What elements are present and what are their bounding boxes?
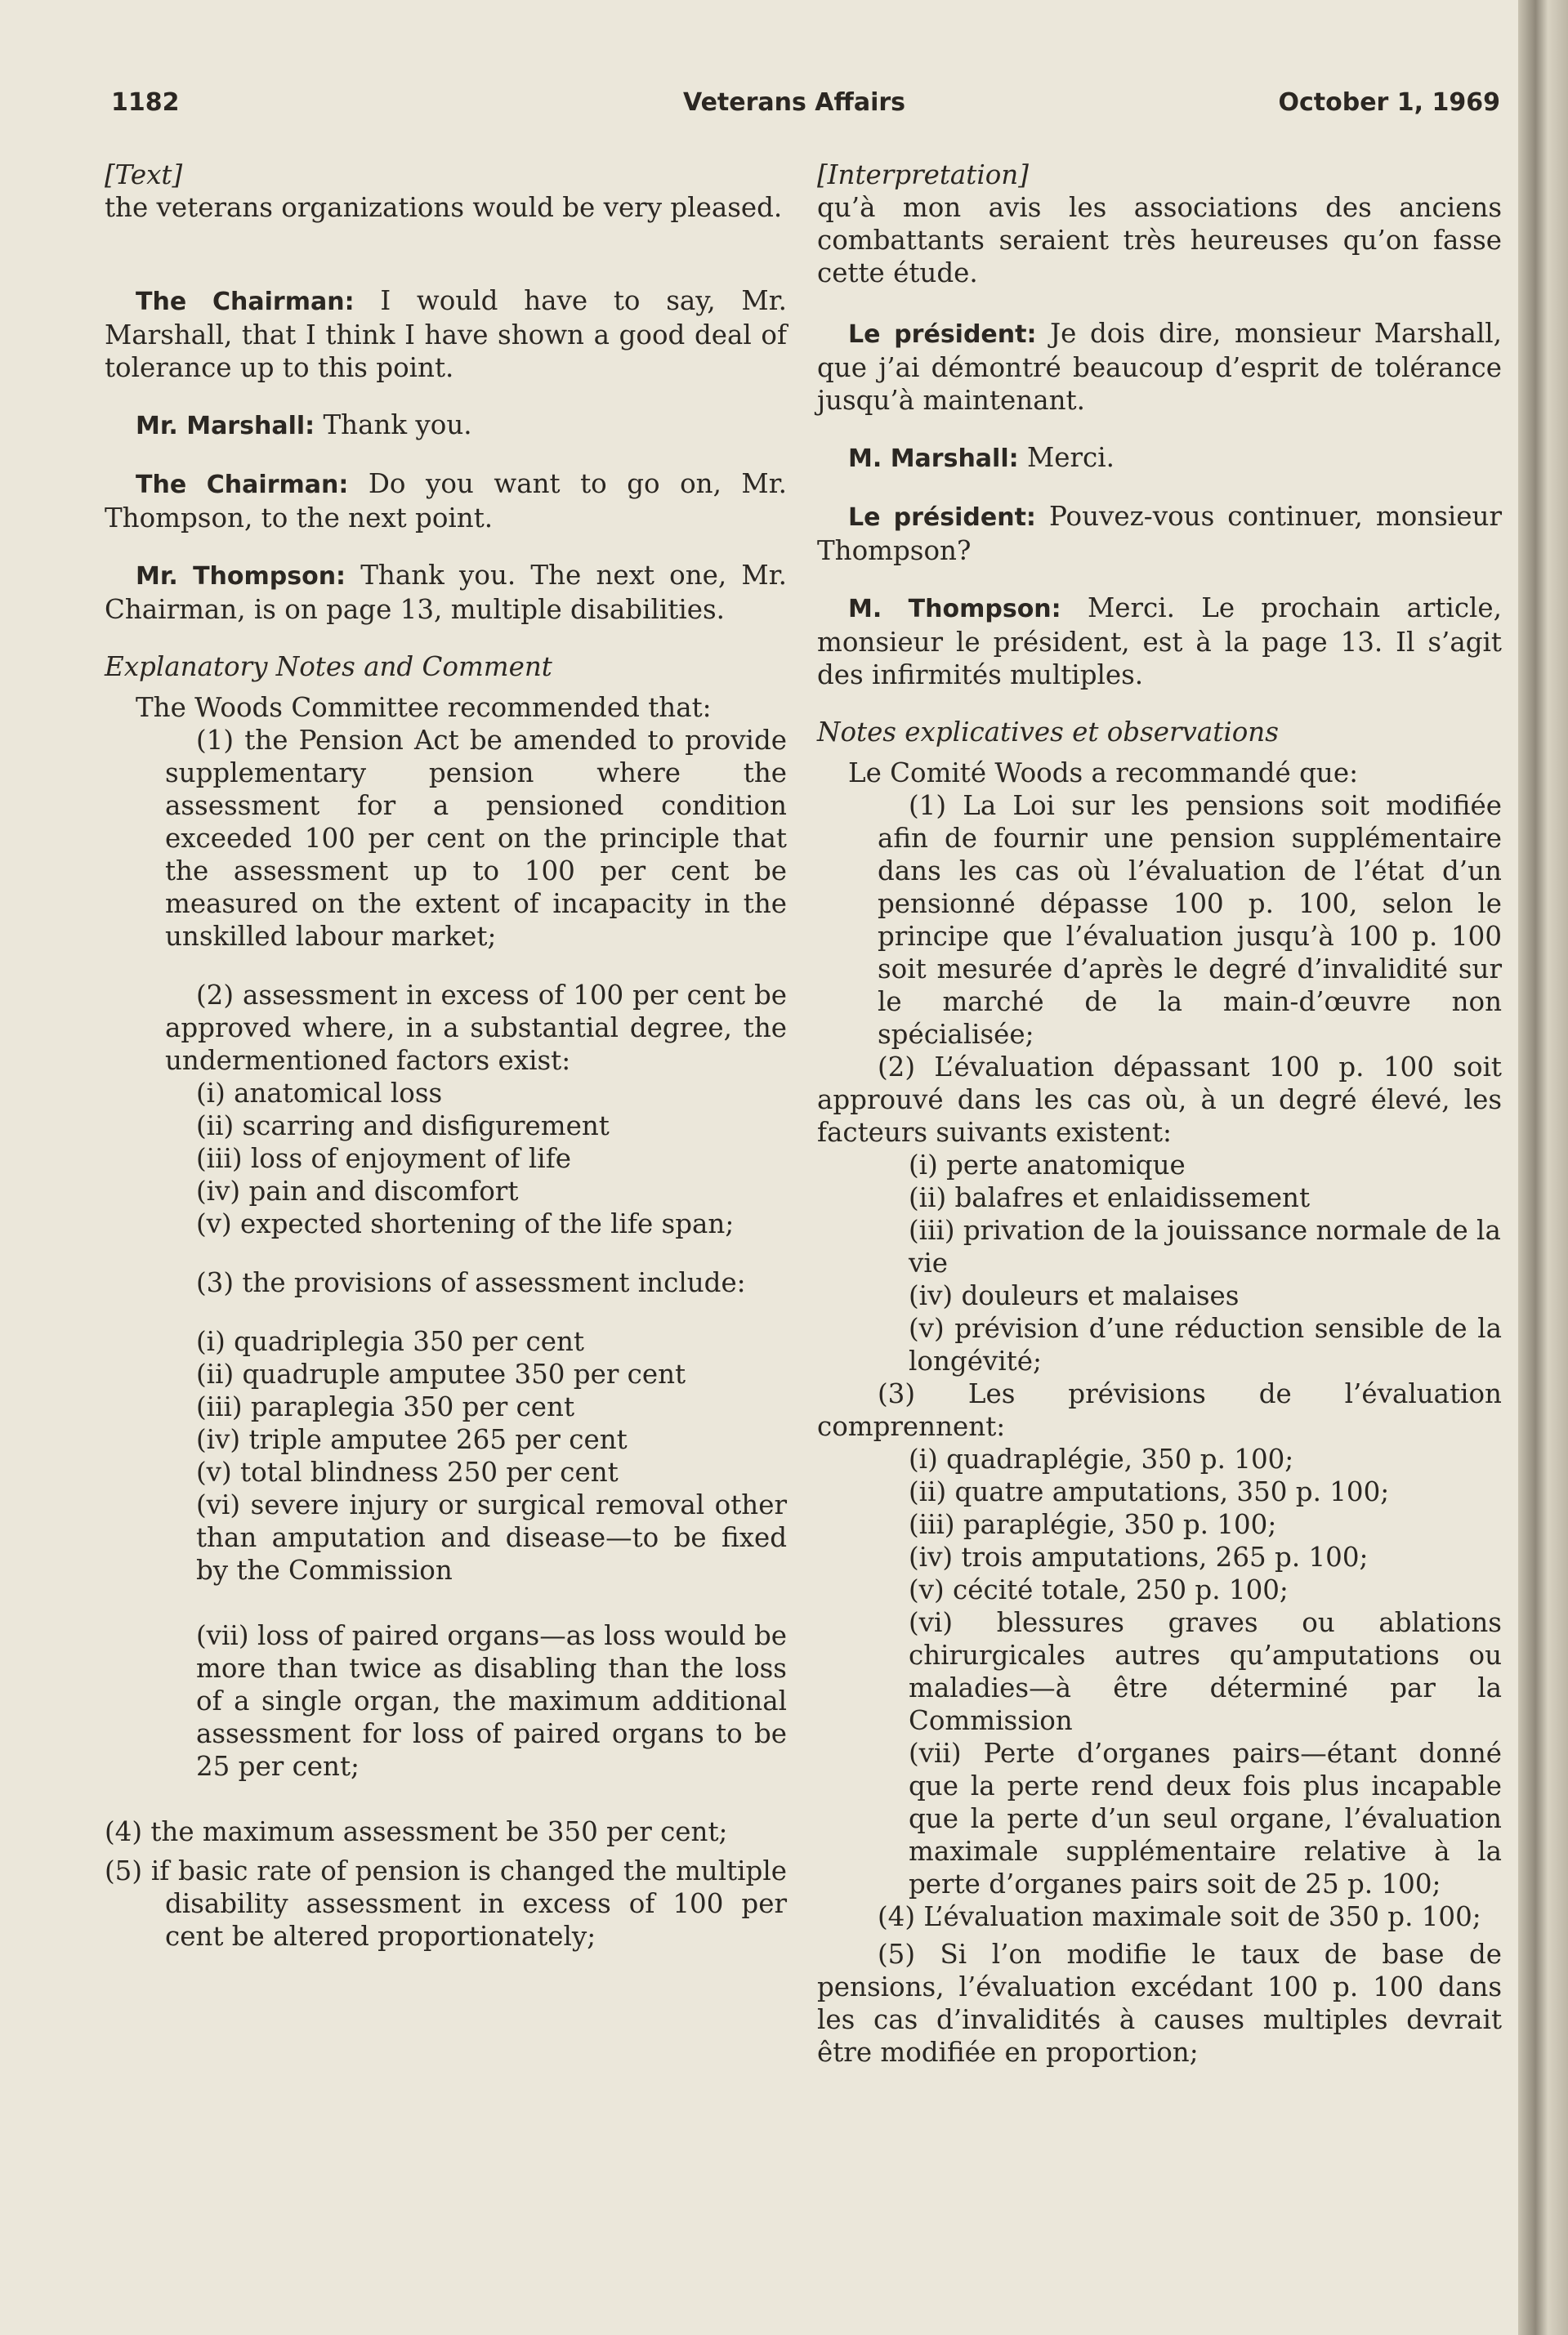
assessment-item: (iv) trois amputations, 265 p. 100; [909, 1542, 1369, 1573]
speech: Je dois dire, monsieur Marshall, que j’ai démontré beaucoup d’esprit de tolérance jusqu’à maintenant. [817, 318, 1502, 416]
speaker: M. Thompson: [848, 595, 1061, 623]
assessment-item: (iii) paraplegia 350 per cent [196, 1391, 574, 1422]
speech: Do you want to go on, Mr. Thompson, to the next point. [105, 468, 788, 534]
recommendation-3: (3) the provisions of assessment include: [196, 1267, 746, 1298]
page-number: 1182 [111, 88, 180, 117]
factor-item: (ii) balafres et enlaidissement [909, 1182, 1311, 1213]
factor-item: (v) prévision d’une réduction sensible de la longévité; [909, 1313, 1502, 1377]
french-column [817, 158, 1502, 2069]
opening-paragraph: qu’à mon avis les associations des anciens combattants seraient très heureuses qu’on fasse cette étude. [817, 192, 1502, 288]
exchange [817, 441, 1502, 475]
header-date: October 1, 1969 [1278, 88, 1500, 117]
exchange [817, 592, 1502, 691]
recommendation-1: (1) La Loi sur les pensions soit modifiée afin de fournir une pension supplémentaire dans les cas où l’évaluation de l’état d’un pensionné dépasse 100 p. 100, selon le principe que l’évaluation jusqu’à 100 p. 100 soit mesurée d’après le degré d’invalidité sur le marché de la main-d’œuvre non spécialisée; [878, 790, 1502, 1050]
recommendation-2: (2) L’évaluation dépassant 100 p. 100 soit approuvé dans les cas où, à un degré élevé, les facteurs suivants existent: [817, 1051, 1502, 1148]
speaker: The Chairman: [136, 471, 349, 499]
factor-item: (iv) douleurs et malaises [909, 1280, 1240, 1311]
recommendation-2: (2) assessment in excess of 100 per cent be approved where, in a substantial degree, the undermentioned factors exist: [165, 980, 787, 1076]
recommendation-4: (4) the maximum assessment be 350 per cent; [105, 1816, 728, 1847]
speaker: The Chairman: [136, 288, 355, 316]
exchange [105, 284, 787, 384]
factor-item: (i) perte anatomique [909, 1150, 1186, 1181]
book-binding-edge [1518, 0, 1568, 2335]
exchange [105, 409, 787, 443]
speech: Merci. Le prochain article, monsieur le président, est à la page 13. Il s’agit des infirmités multiples. [817, 592, 1502, 690]
notes-intro: Le Comité Woods a recommandé que: [848, 757, 1359, 788]
assessment-item: (v) cécité totale, 250 p. 100; [909, 1574, 1289, 1605]
factor-item: (iv) pain and discomfort [196, 1176, 519, 1207]
assessment-item: (ii) quatre amputations, 350 p. 100; [909, 1476, 1390, 1507]
speaker: Mr. Thompson: [136, 562, 346, 591]
english-column [105, 158, 787, 1953]
speech: Merci. [1018, 442, 1115, 473]
recommendation-3: (3) Les prévisions de l’évaluation comprennent: [817, 1378, 1502, 1442]
recommendation-5: (5) if basic rate of pension is changed the multiple disability assessment in excess of 100 per cent be altered proportionately; [105, 1855, 787, 1952]
exchange [105, 467, 787, 534]
speech: Thank you. The next one, Mr. Chairman, is on page 13, multiple disabilities. [105, 560, 787, 625]
recommendation-4: (4) L’évaluation maximale soit de 350 p. 100; [878, 1901, 1481, 1932]
assessment-item: (vi) severe injury or surgical removal other than amputation and disease—to be fixed by the Commission [196, 1489, 787, 1586]
factor-item: (iii) privation de la jouissance normale de la vie [909, 1215, 1501, 1279]
factor-item: (iii) loss of enjoyment of life [196, 1143, 571, 1174]
speech: I would have to say, Mr. Marshall, that I think I have shown a good deal of tolerance up to this point. [105, 285, 787, 383]
recommendation-5: (5) Si l’on modifie le taux de base de pensions, l’évaluation excédant 100 p. 100 dans les cas d’invalidités à causes multiples devrait être modifiée en proportion; [817, 1939, 1502, 2068]
speaker: Le président: [848, 503, 1036, 532]
speaker: Mr. Marshall: [136, 412, 315, 440]
notes-heading: Notes explicatives et observations [817, 717, 1279, 748]
factor-item: (ii) scarring and disfigurement [196, 1110, 610, 1141]
exchange [817, 317, 1502, 417]
page-header [111, 88, 1500, 124]
exchange [817, 500, 1502, 567]
assessment-item: (i) quadraplégie, 350 p. 100; [909, 1444, 1294, 1475]
assessment-item: (vi) blessures graves ou ablations chirurgicales autres qu’amputations ou maladies—à être déterminé par la Commission [909, 1607, 1502, 1736]
assessment-item: (vii) loss of paired organs—as loss would be more than twice as disabling than the loss of a single organ, the maximum additional assessment for loss of paired organs to be 25 per cent; [196, 1620, 787, 1782]
factor-item: (v) expected shortening of the life span; [196, 1208, 735, 1239]
assessment-item: (v) total blindness 250 per cent [196, 1457, 619, 1488]
interpretation-label: [Interpretation] [817, 159, 1029, 190]
exchange [105, 559, 787, 626]
speaker: M. Marshall: [848, 444, 1019, 473]
speech: Pouvez-vous continuer, monsieur Thompson? [817, 501, 1502, 566]
assessment-item: (iv) triple amputee 265 per cent [196, 1424, 628, 1455]
assessment-item: (vii) Perte d’organes pairs—étant donné que la perte rend deux fois plus incapable que la perte d’un seul organe, l’évaluation maximale supplémentaire relative à la perte d’organes pairs soit de 25 p. 100; [909, 1738, 1502, 1900]
notes-heading: Explanatory Notes and Comment [105, 651, 552, 682]
publication-title: Veterans Affairs [683, 88, 906, 117]
opening-paragraph: the veterans organizations would be very pleased. [105, 192, 783, 223]
factor-item: (i) anatomical loss [196, 1078, 443, 1109]
notes-intro: The Woods Committee recommended that: [136, 692, 712, 723]
assessment-item: (iii) paraplégie, 350 p. 100; [909, 1509, 1277, 1540]
speaker: Le président: [848, 320, 1037, 349]
text-label: [Text] [105, 159, 183, 190]
recommendation-1: (1) the Pension Act be amended to provide supplementary pension where the assessment for a pensioned condition exceeded 100 per cent on the principle that the assessment up to 100 per cent be measured on the extent of incapacity in the unskilled labour market; [165, 725, 787, 952]
speech: Thank you. [315, 409, 472, 440]
assessment-item: (ii) quadruple amputee 350 per cent [196, 1359, 686, 1390]
assessment-item: (i) quadriplegia 350 per cent [196, 1326, 584, 1357]
